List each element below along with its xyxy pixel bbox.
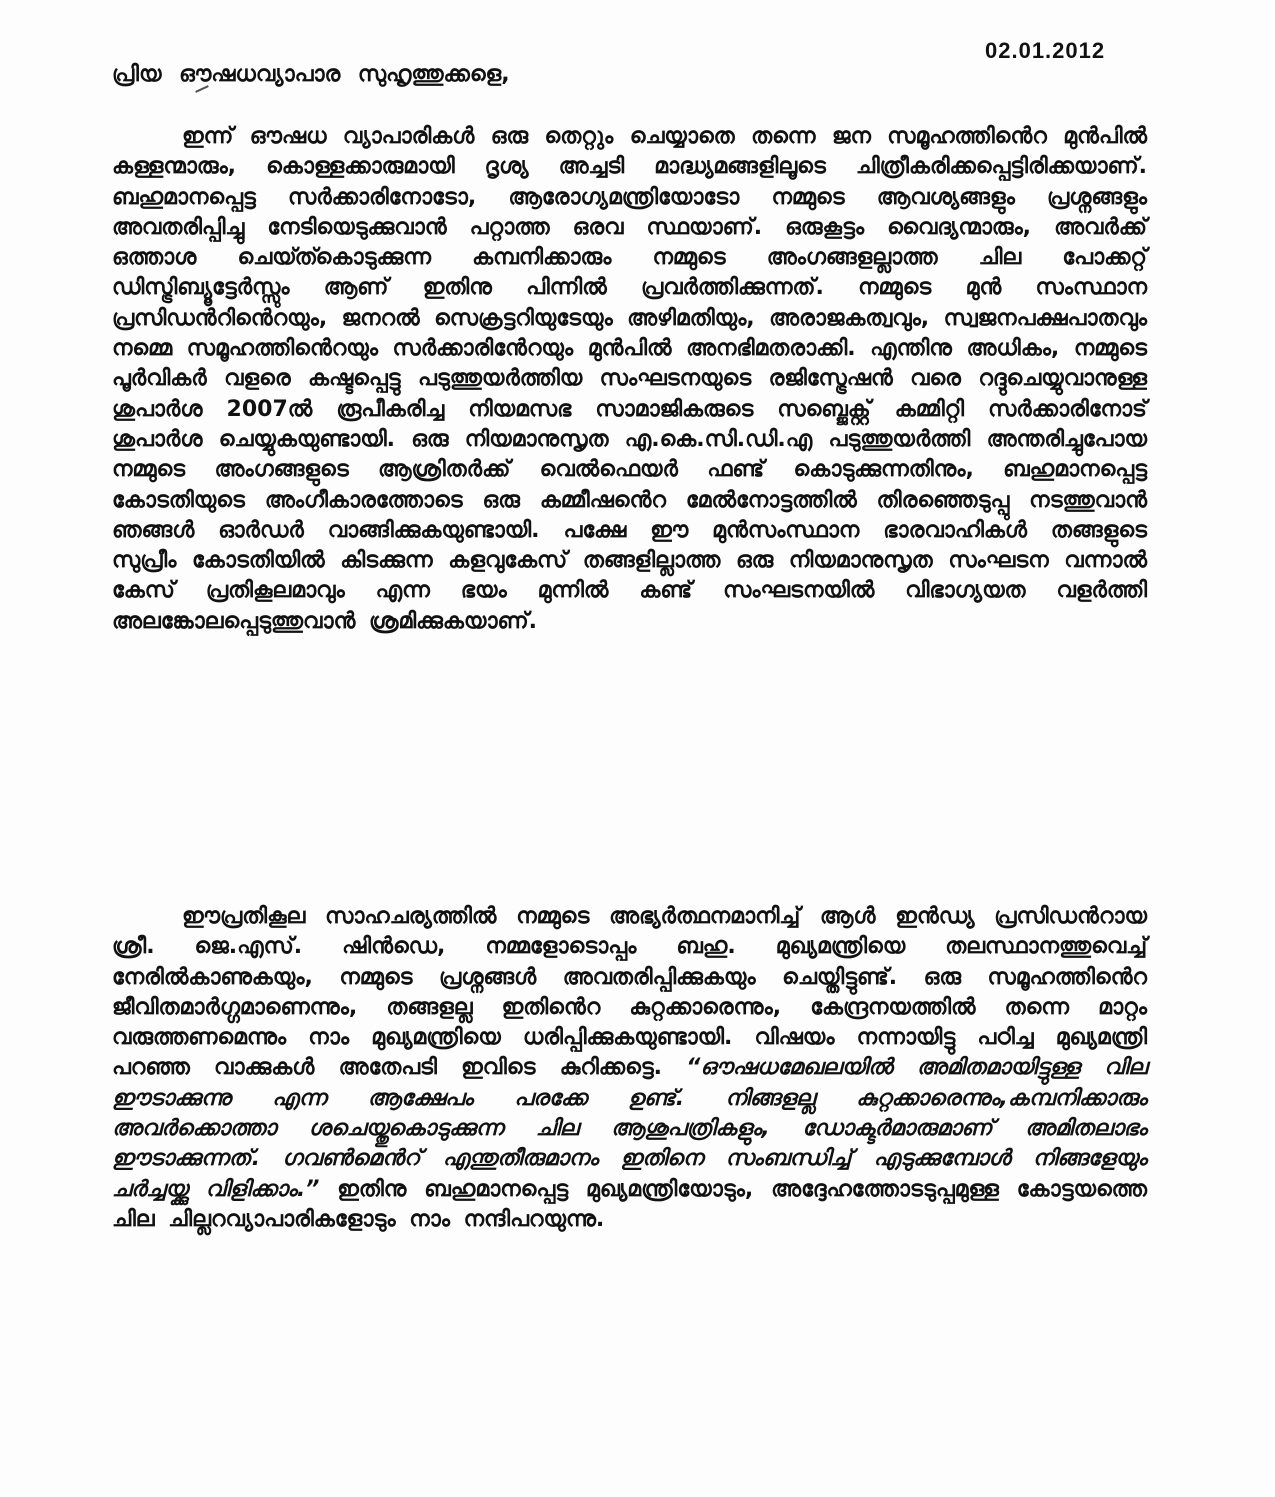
letter-date: 02.01.2012 <box>985 38 1106 63</box>
paragraph-2-close: ഇതിനു ബഹുമാനപ്പെട്ട മുഖ്യമന്ത്രിയോടും, അദ്ദേഹത്തോടടുപ്പമുള്ള കോട്ടയത്തെ ചില ചില്ലറവ്യാപാരികളോടും നാം നന്ദിപറയുന്നു. <box>112 1176 1147 1232</box>
salutation: പ്രിയ ഔഷധവ്യാപാര സുഹൃത്തുക്കളെ, <box>112 62 510 87</box>
chief-minister-quote: “ഔഷധമേഖലയിൽ അമിതമായിട്ടുള്ള വില ഈടാക്കുന്നു എന്ന ആക്ഷേപം പരക്കേ ഉണ്ട്. നിങ്ങളല്ല കുറ്റക്കാരെന്നും,കമ്പനിക്കാരും അവർക്കൊത്താ ശചെയ്തുകൊടുക്കുന്ന ചില ആശുപത്രികളും, ഡോക്ടർമാരുമാണ് അമിതലാഭം ഈടാക്കുന്നത്. ഗവൺമെൻറ് എന്തുതീരുമാനം ഇതിനെ സംബന്ധിച്ച് എടുക്കുമ്പോൾ നിങ്ങളേയും ചർച്ചയ്ക്കു വിളിക്കാം.” <box>112 1055 1148 1202</box>
body-paragraph-2 <box>112 902 1147 1235</box>
paragraph-2-intro: ഈപ്രതികൂല സാഹചര്യത്തിൽ നമ്മുടെ അഭ്യർത്ഥനമാനിച്ച് ആൾ ഇൻഡ്യ പ്രസിഡൻറായ ശ്രീ. ജെ.എസ്. ഷിൻഡെ, നമ്മളോടൊപ്പം ബഹു. മുഖ്യമന്ത്രിയെ തലസ്ഥാനത്തുവെച്ച് നേരിൽകാണുകയും, നമ്മുടെ പ്രശ്നങ്ങൾ അവതരിപ്പിക്കുകയും ചെയ്തിട്ടുണ്ട്. ഒരു സമൂഹത്തിൻെറ ജീവിതമാർഗ്ഗമാണെന്നും, തങ്ങളല്ല ഇതിൻെറ കുറ്റക്കാരെന്നും, കേന്ദ്രനയത്തിൽ തന്നെ മാറ്റം വരുത്തണമെന്നും നാം മുഖ്യമന്ത്രിയെ ധരിപ്പിക്കുകയുണ്ടായി. വിഷയം നന്നായിട്ടു പഠിച്ച മുഖ്യമന്ത്രി പറഞ്ഞ വാക്കുകൾ അതേപടി ഇവിടെ കുറിക്കട്ടെ. <box>112 904 1147 1081</box>
body-paragraph-1: ഇന്ന് ഔഷധ വ്യാപാരികൾ ഒരു തെറ്റും ചെയ്യാതെ തന്നെ ജന സമൂഹത്തിൻെറ മുൻപിൽ കള്ളന്മാരും, കൊള്ളക്കാരുമായി ദൃശ്യ അച്ചടി മാദ്ധ്യമങ്ങളിലൂടെ ചിത്രീകരിക്കപ്പെട്ടിരിക്കയാണ്. ബഹുമാനപ്പെട്ട സർക്കാരിനോടോ, ആരോഗ്യമന്ത്രിയോടോ നമ്മുടെ ആവശ്യങ്ങളും പ്രശ്നങ്ങളും അവതരിപ്പിച്ചു നേടിയെടുക്കുവാൻ പറ്റാത്ത ഒരവ സ്ഥയാണ്. ഒരുകൂട്ടം വൈദ്യന്മാരും, അവർക്ക് ഒത്താശ ചെയ്ത്കൊടുക്കുന്ന കമ്പനിക്കാരും നമ്മുടെ അംഗങ്ങളല്ലാത്ത ചില പോക്കറ്റ് ഡിസ്ട്രിബ്യൂട്ടേർസ്സും ആണ് ഇതിനു പിന്നിൽ പ്രവർത്തിക്കുന്നത്. നമ്മുടെ മുൻ സംസ്ഥാന പ്രസിഡൻറിൻെറയും, ജനറൽ സെക്രട്ടറിയുടേയും അഴിമതിയും, അരാജകത്വവും, സ്വജനപക്ഷപാതവും നമ്മെ സമൂഹത്തിൻെറയും സർക്കാരിൻേറയും മുൻപിൽ അനഭിമതരാക്കി. എന്തിനു അധികം, നമ്മുടെ പൂർവികർ വളരെ കഷ്ടപ്പെട്ടു പടുത്തുയർത്തിയ സംഘടനയുടെ രജിസ്ട്രേഷൻ വരെ റദ്ദുചെയ്യുവാനുള്ള ശുപാർശ 2007ൽ രൂപീകരിച്ച നിയമസഭ സാമാജികരുടെ സബ്ജെക്റ്റ് കമ്മിറ്റി സർക്കാരിനോട് ശുപാർശ ചെയ്യുകയുണ്ടായി. ഒരു നിയമാനുസൃത എ.കെ.സി.ഡി.എ പടുത്തുയർത്തി അന്തരിച്ചുപോയ നമ്മുടെ അംഗങ്ങളുടെ ആശ്രിതർക്ക് വെൽഫെയർ ഫണ്ട് കൊടുക്കുന്നതിനും, ബഹുമാനപ്പെട്ട കോടതിയുടെ അംഗീകാരത്തോടെ ഒരു കമ്മീഷൻെറ മേൽനോട്ടത്തിൽ തിരഞ്ഞെടുപ്പു നടത്തുവാൻ ഞങ്ങൾ ഓർഡർ വാങ്ങിക്കുകയുണ്ടായി. പക്ഷേ ഈ മുൻസംസ്ഥാന ഭാരവാഹികൾ തങ്ങളുടെ സുപ്രീം കോടതിയിൽ കിടക്കുന്ന കളവുകേസ് തങ്ങളില്ലാത്ത ഒരു നിയമാനുസൃത സംഘടന വന്നാൽ കേസ് പ്രതികൂലമാവും എന്ന ഭയം മുന്നിൽ കണ്ട് സംഘടനയിൽ വിഭാഗ്യയത വളർത്തി അലങ്കോലപ്പെടുത്തുവാൻ ശ്രമിക്കുകയാണ്. <box>112 124 1147 634</box>
